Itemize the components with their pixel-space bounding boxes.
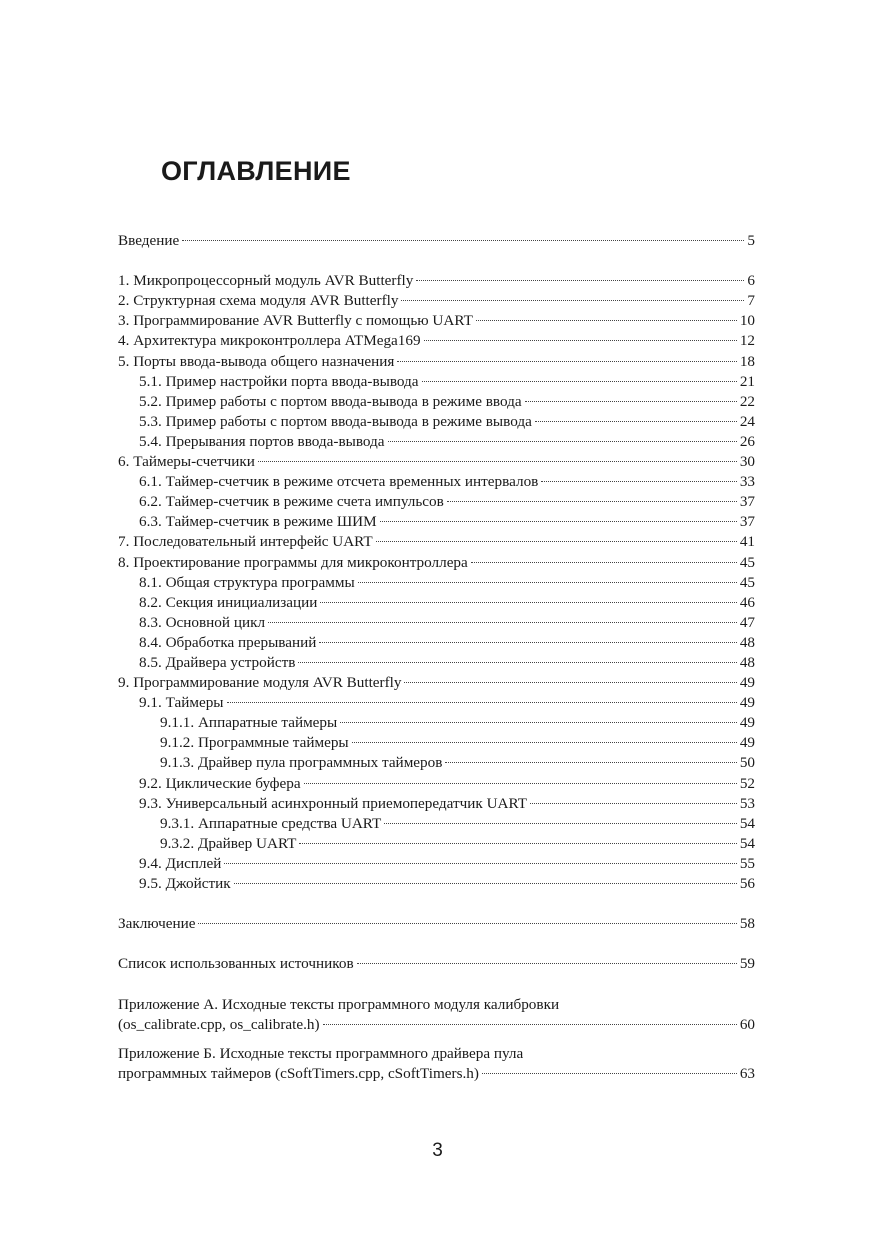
toc-entry-page: 45 [739,573,755,591]
toc-subentry [118,392,755,412]
toc-entry-page: 47 [739,613,755,631]
toc-subentry [118,874,755,894]
toc-entry-label: 5.1. Пример настройки порта ввода-вывода [139,372,419,390]
toc-entry-page: 59 [739,955,755,973]
toc-entry-label: 6. Таймеры-счетчики [118,453,255,471]
dot-leader [268,621,737,623]
dot-leader [358,581,737,583]
toc-entry [118,311,755,331]
toc-subsubentry [118,713,755,733]
toc-entry-label: Введение [118,232,180,249]
dot-leader [227,701,737,703]
table-of-contents [118,231,755,1084]
toc-entry-label: Список использованных источников [118,955,354,973]
toc-entry-label: 9.3. Универсальный асинхронный приемопередатчик UART [139,794,528,812]
toc-entry-label: 8.1. Общая структура программы [139,573,355,591]
dot-leader [535,420,737,422]
toc-entry-label: 9.1.2. Программные таймеры [160,734,349,752]
toc-entry-label: 6.3. Таймер-счетчик в режиме ШИМ [139,513,377,531]
toc-entry-label: 6.2. Таймер-счетчик в режиме счета импульсов [139,493,444,511]
dot-leader [404,681,736,683]
toc-entry-label: 6.1. Таймер-счетчик в режиме отсчета временных интервалов [139,473,539,491]
toc-subentry [118,693,755,713]
toc-entry [118,291,755,311]
dot-leader [422,380,737,382]
toc-subentry [118,432,755,452]
toc-entry-page: 52 [739,774,755,792]
toc-entry-page: 48 [739,633,755,651]
toc-subentry [118,774,755,794]
toc-subentry [118,593,755,613]
dot-leader [445,761,736,763]
toc-entry-label: 9.3.1. Аппаратные средства UART [160,814,382,832]
toc-entry-label: 8.3. Основной цикл [139,613,266,631]
toc-entry-page: 10 [739,312,755,330]
dot-leader [352,741,737,743]
toc-subentry [118,794,755,814]
toc-entry [118,553,755,573]
page-title: ОГЛАВЛЕНИЕ [161,156,351,186]
toc-entry-page: 12 [739,332,755,350]
toc-entry-page: 18 [739,352,755,370]
toc-subsubentry [118,733,755,753]
toc-subentry [118,512,755,532]
dot-leader [376,540,737,542]
page-number: 3 [432,1140,443,1161]
toc-entry-page: 21 [739,372,755,390]
toc-entry-label: 9.1.3. Драйвер пула программных таймеров [160,754,443,772]
toc-entry-label: 9.4. Дисплей [139,854,222,872]
dot-leader [447,500,737,502]
toc-entry-label: 5.3. Пример работы с портом ввода-вывода в режиме вывода [139,412,532,430]
toc-entry-page: 49 [739,694,755,712]
toc-entry-page: 55 [739,854,755,872]
toc-entry-page: 41 [739,533,755,551]
dot-leader [320,601,736,603]
toc-entry-page: 24 [739,412,755,430]
toc-entry-page: 7 [747,292,755,310]
dot-leader [388,440,737,442]
toc-entry-page: 30 [739,453,755,471]
toc-entry [118,673,755,693]
dot-leader [384,822,737,824]
toc-entry-label: 4. Архитектура микроконтроллера ATMega169 [118,332,421,350]
toc-entry-label: 9.3.2. Драйвер UART [160,834,297,852]
toc-entry-page: 45 [739,553,755,571]
toc-entry-label: 9.1.1. Аппаратные таймеры [160,714,338,732]
toc-entry-appendix-b [118,1044,755,1084]
toc-subsubentry [118,814,755,834]
toc-entry-label: 3. Программирование AVR Butterfly с помощью UART [118,312,473,330]
dot-leader [471,561,737,563]
dot-leader [182,239,744,241]
toc-entry-page: 49 [739,734,755,752]
dot-leader [258,460,737,462]
dot-leader [234,882,737,884]
toc-entry-label: 8.4. Обработка прерываний [139,633,317,651]
toc-entry-page: 60 [739,1015,755,1033]
toc-entry-page: 54 [739,814,755,832]
toc-subentry [118,613,755,633]
toc-entry-label: 8. Проектирование программы для микроконтроллера [118,553,468,571]
toc-entry-page: 49 [739,674,755,692]
toc-entry-label: 2. Структурная схема модуля AVR Butterfly [118,292,399,310]
dot-leader [380,520,737,522]
toc-entry-page: 22 [739,392,755,410]
toc-entry-intro [118,231,755,251]
toc-entry-label: 5.2. Пример работы с портом ввода-вывода в режиме ввода [139,392,522,410]
toc-subentry [118,573,755,593]
toc-entry-label-line1: Приложение А. Исходные тексты программного модуля калибровки [118,995,560,1013]
toc-entry-label: 1. Микропроцессорный модуль AVR Butterfly [118,272,414,290]
dot-leader [401,299,744,301]
toc-entry-page: 49 [739,714,755,732]
toc-entry-page: 37 [739,493,755,511]
toc-entry-page: 6 [747,272,755,290]
toc-entry-label: Заключение [118,915,196,933]
toc-entry-page: 53 [739,794,755,812]
toc-entry-page: 56 [739,875,755,892]
toc-entry-label: 9. Программирование модуля AVR Butterfly [118,674,402,692]
toc-subentry [118,412,755,432]
dot-leader [298,661,736,663]
dot-leader [416,279,744,281]
toc-entry-label: 9.5. Джойстик [139,875,231,892]
dot-leader [357,962,737,964]
toc-subentry [118,492,755,512]
dot-leader [224,862,736,864]
dot-leader [198,922,736,924]
toc-entry [118,532,755,552]
dot-leader [397,360,737,362]
toc-entry-label: 7. Последовательный интерфейс UART [118,533,373,551]
toc-subsubentry [118,753,755,773]
toc-entry [118,331,755,351]
dot-leader [476,319,737,321]
toc-entry-page: 5 [747,232,755,249]
toc-entry-page: 54 [739,834,755,852]
toc-entry-label: 5. Порты ввода-вывода общего назначения [118,352,395,370]
toc-entry-appendix-a [118,995,755,1035]
toc-entry-page: 37 [739,513,755,531]
dot-leader [319,641,736,643]
toc-entry-page: 33 [739,473,755,491]
dot-leader [482,1072,737,1074]
toc-entry-label-line1: Приложение Б. Исходные тексты программного драйвера пула [118,1044,524,1062]
toc-entry-label: 8.2. Секция инициализации [139,593,318,611]
toc-entry-conclusion [118,914,755,934]
dot-leader [541,480,736,482]
toc-entry-label: 9.2. Циклические буфера [139,774,301,792]
toc-subsubentry [118,834,755,854]
toc-entry-page: 46 [739,593,755,611]
dot-leader [299,842,736,844]
toc-entry-label: 5.4. Прерывания портов ввода-вывода [139,432,385,450]
dot-leader [530,802,737,804]
toc-entry-page: 48 [739,653,755,671]
toc-entry [118,271,755,291]
dot-leader [424,339,737,341]
toc-entry-page: 63 [739,1064,755,1082]
toc-entry [118,352,755,372]
toc-subentry [118,472,755,492]
dot-leader [323,1023,737,1025]
toc-entry-page: 26 [739,432,755,450]
toc-entry [118,452,755,472]
toc-subentry [118,633,755,653]
toc-subentry [118,854,755,874]
toc-entry-label-line2: программных таймеров (cSoftTimers.cpp, cSoftTimers.h) [118,1064,479,1082]
toc-entry-label: 8.5. Драйвера устройств [139,653,296,671]
toc-entry-label: 9.1. Таймеры [139,694,224,712]
toc-subentry [118,372,755,392]
dot-leader [525,400,737,402]
toc-entry-label-line2: (os_calibrate.cpp, os_calibrate.h) [118,1015,320,1033]
toc-entry-page: 50 [739,754,755,772]
toc-entry-page: 58 [739,915,755,933]
toc-subentry [118,653,755,673]
dot-leader [340,721,737,723]
toc-entry-sources [118,954,755,974]
dot-leader [304,782,737,784]
